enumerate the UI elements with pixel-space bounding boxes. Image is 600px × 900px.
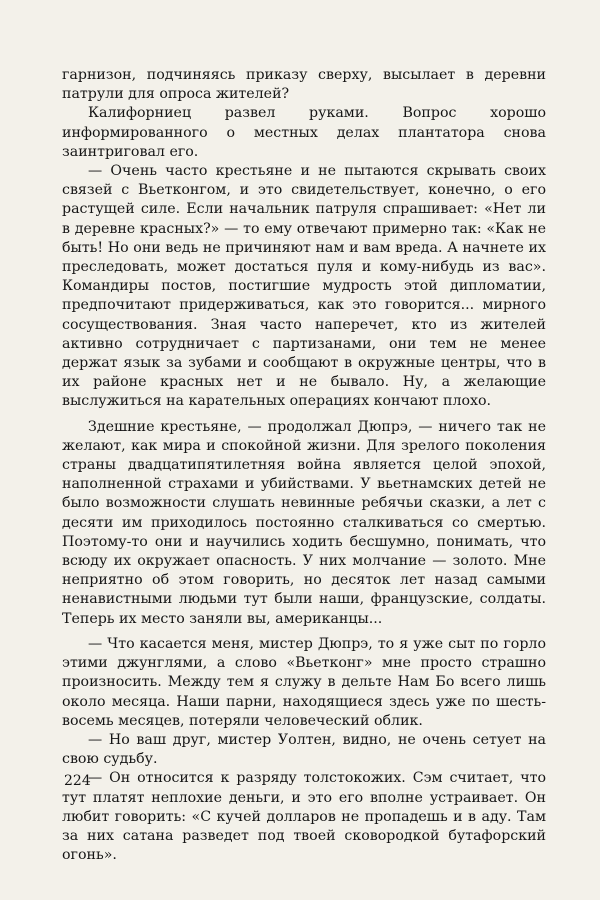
paragraph: — Но ваш друг, мистер Уолтен, видно, не очень сетует на свою судьбу. [62,731,546,768]
paragraph: — Что касается меня, мистер Дюпрэ, то я уже сыт по горло этими джунглями, а слово «Вьетконг» мне просто страшно произносить. Между тем я служу в дельте Нам Бо всего лишь около месяца. Наши парни, находящиеся здесь уже по шесть-восемь месяцев, потеряли человеческий облик. [62,635,546,729]
paragraph: Здешние крестьяне, — продолжал Дюпрэ, — ничего так не желают, как мира и спокойной жизни. Для зрелого поколения страны двадцатипятилетняя война является целой эпохой, наполненной страхами и убийствами. У вьетнамских детей не было возможности слушать невинные ребячьи сказки, а лет с десяти им приходилось постоянно сталкиваться со смертью. Поэтому-то они и научились ходить бесшумно, понимать, что всюду их окружает опасность. У них молчание — золото. Мне неприятно об этом говорить, но десяток лет назад самыми ненавистными людьми тут были наши, французские, солдаты. Теперь их место заняли вы, американцы... [62,418,546,627]
paragraph: гарнизон, подчиняясь приказу сверху, высылает в деревни патрули для опроса жителей? [62,67,546,103]
paragraph: Калифорниец развел руками. Вопрос хорошо информированного о местных делах плантатора снова заинтриговал его. [62,105,546,160]
paragraph: — Он относится к разряду толстокожих. Сэм считает, что тут платят неплохие деньги, и это его вполне устраивает. Он любит говорить: «С кучей долларов не пропадешь и в аду. Там за них сатана разведет под твоей сковородкой бутафорский огонь». [62,770,546,864]
body-text [62,66,546,865]
page-number: 224 [64,773,91,789]
paragraph: — Очень часто крестьяне и не пытаются скрывать своих связей с Вьетконгом, и это свидетельствует, конечно, о его растущей силе. Если начальник патруля спрашивает: «Нет ли в деревне красных?» — то ему отвечают примерно так: «Как не быть! Но они ведь не причиняют нам и вам вреда. А начнете их преследовать, может достаться пуля и кому-нибудь из вас». Командиры постов, постигшие мудрость этой дипломатии, предпочитают придерживаться, как это говорится... мирного сосуществования. Зная часто наперечет, кто из жителей активно сотрудничает с партизанами, они тем не менее держат язык за зубами и сообщают в окружные центры, что в их районе красных нет и не бывало. Ну, а желающие выслужиться на карательных операциях кончают плохо. [62,163,546,410]
